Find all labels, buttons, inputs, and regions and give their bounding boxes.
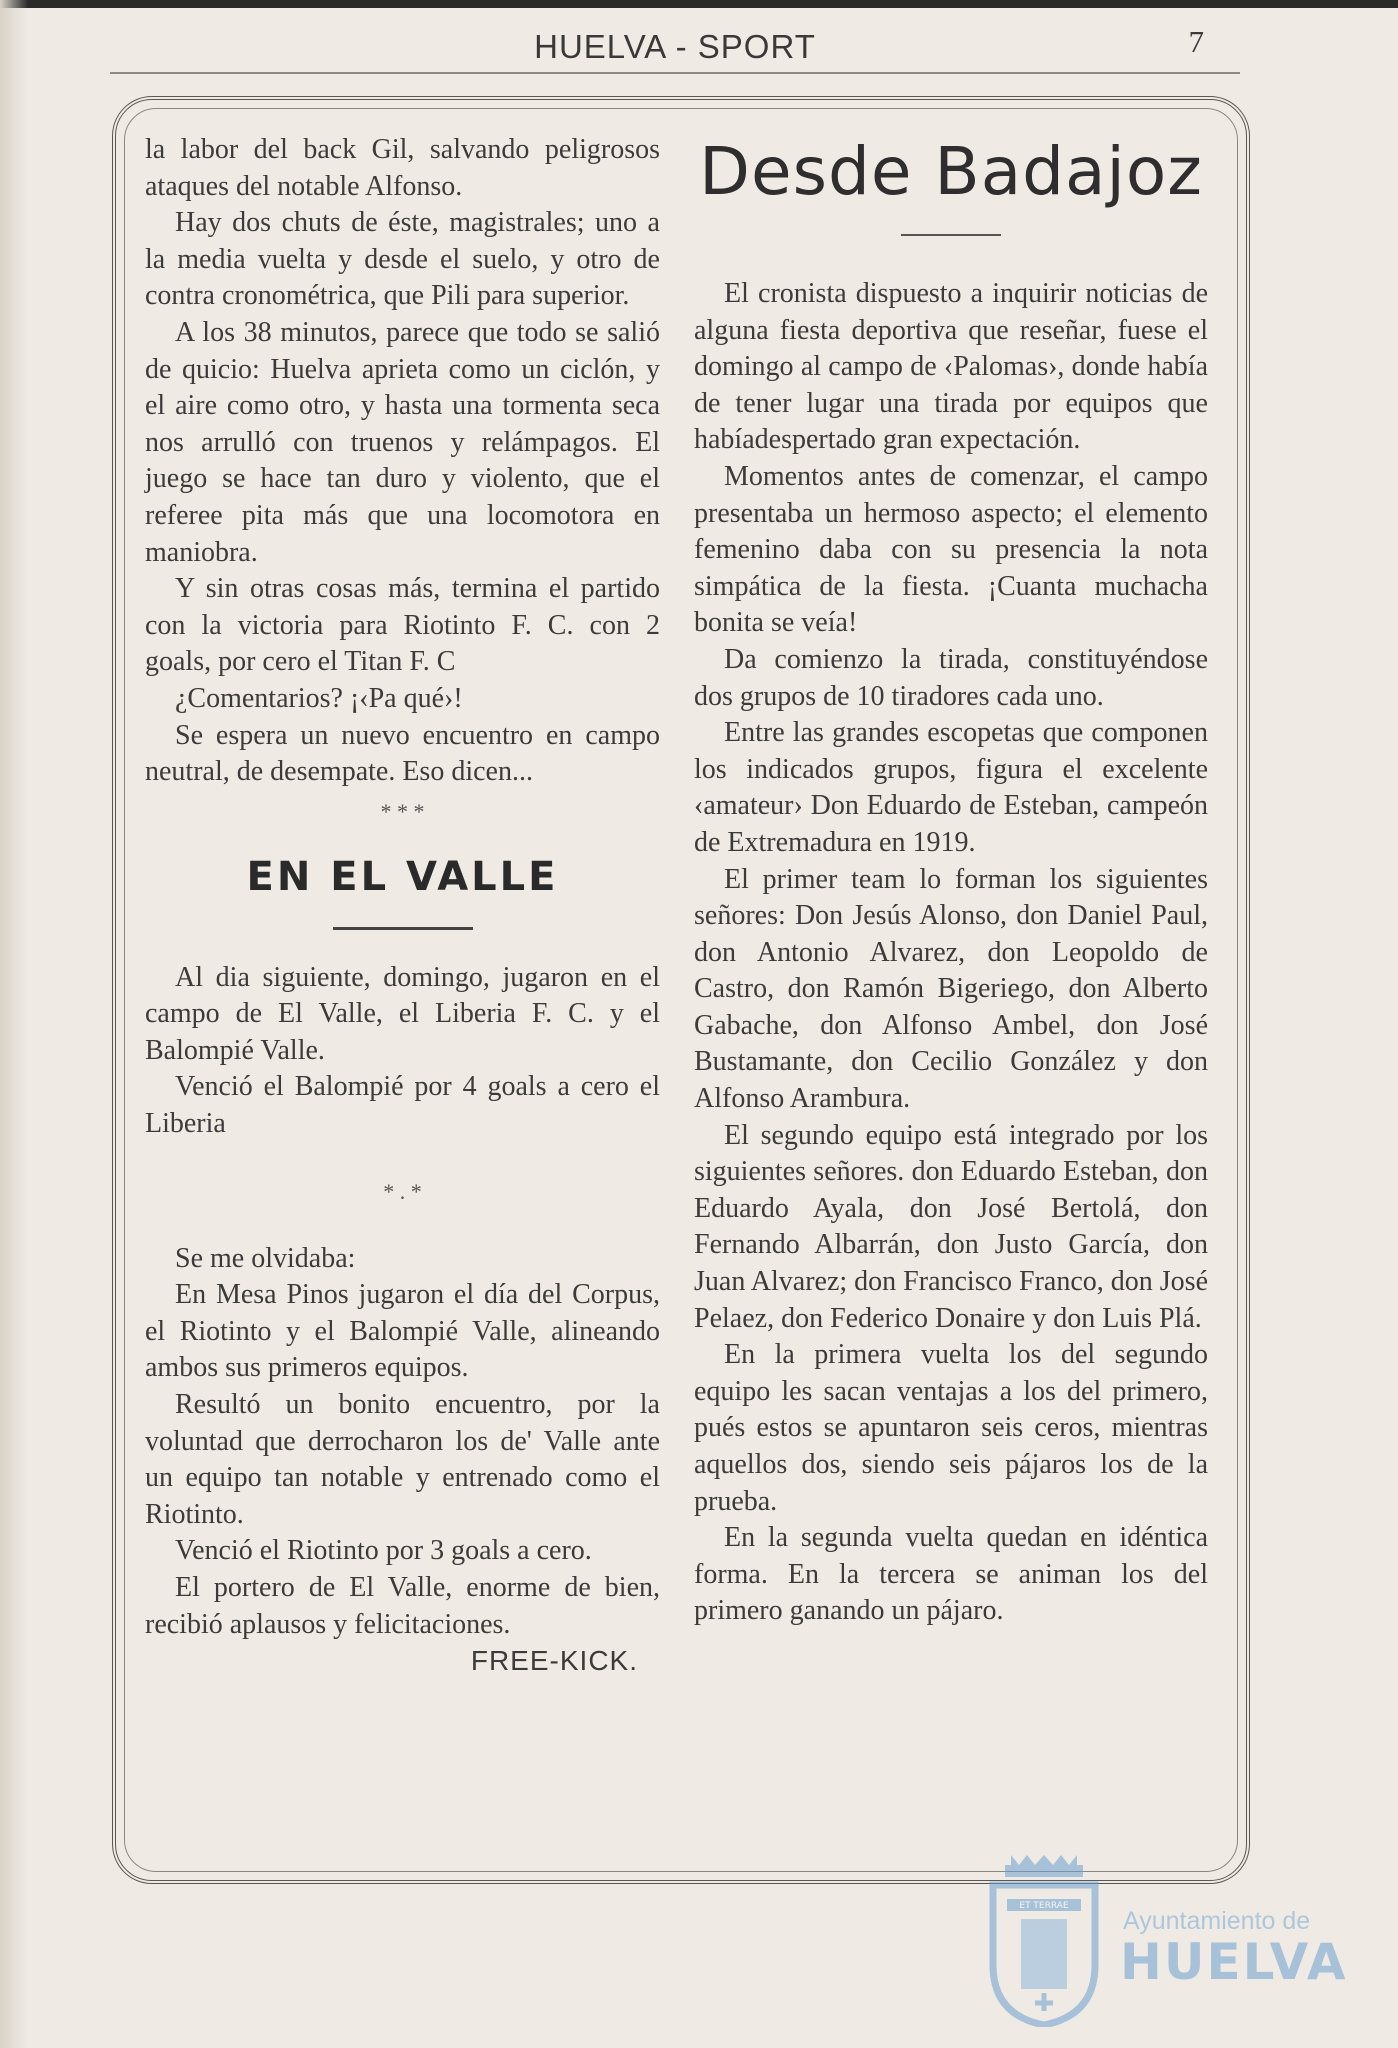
article-paragraph: Se me olvidaba: (175, 1242, 356, 1274)
article-paragraph: Momentos antes de comenzar, el campo presentaba un hermoso aspecto; el elemento femenino daba con su presencia la nota simpática de la fiesta. ¡Cuanta muchacha bonita se veía! (694, 460, 1208, 639)
author-signature: FREE-KICK. (470, 1645, 638, 1677)
article-paragraph: El portero de El Valle, enorme de bien, recibió aplausos y felicitaciones. (145, 1572, 660, 1640)
article-paragraph: la labor del back Gil, salvando peligrosos ataques del notable Alfonso. (145, 134, 660, 202)
watermark-subtitle: Ayuntamiento de (1123, 1907, 1311, 1935)
heading-underline (333, 927, 473, 930)
article-paragraph: Entre las grandes escopetas que componen los indicados grupos, figura el excelente ‹amateur› Don Eduardo de Esteban, campeón de Extremadura en 1919. (694, 717, 1208, 858)
page-header (110, 22, 1240, 74)
scan-top-edge (0, 0, 1398, 8)
article-paragraph: Se espera un nuevo encuentro en campo neutral, de desempate. Eso dicen... (145, 719, 660, 788)
watermark-name: HUELVA (1120, 1933, 1348, 1991)
article-paragraph: Al dia siguiente, domingo, jugaron en el campo de El Valle, el Liberia F. C. y el Balompié Valle. (145, 961, 660, 1066)
section-separator-asterisks: * * * (380, 798, 425, 824)
article-paragraph: El segundo equipo está integrado por los siguientes señores. don Eduardo Esteban, don Eduardo Ayala, don José Bertolá, don Fernando Albarrán, don Justo García, don Juan Alvarez; don Francisco Franco, don José Pelaez, don Federico Donaire y don Luis Plá. (694, 1119, 1208, 1334)
article-paragraph: Hay dos chuts de éste, magistrales; uno a la media vuelta y desde el suelo, y otro de contra cronométrica, que Pili para superior. (145, 207, 660, 312)
article-title: Desde Badajoz (699, 133, 1203, 210)
section-heading: EN EL VALLE (246, 853, 559, 900)
title-underline (901, 234, 1001, 236)
left-column (145, 132, 660, 1680)
article-paragraph: En Mesa Pinos jugaron el día del Corpus, el Riotinto y el Balompié Valle, alineando ambos sus primeros equipos. (145, 1279, 660, 1384)
city-shield-icon (985, 1855, 1103, 2027)
article-paragraph: ¿Comentarios? ¡‹Pa qué›! (175, 682, 463, 714)
article-paragraph: Y sin otras cosas más, termina el partido con la victoria para Riotinto F. C. con 2 goals, por cero el Titan F. C (145, 573, 660, 678)
article-paragraph: En la segunda vuelta quedan en idéntica forma. En la tercera se animan los del primero ganando un pájaro. (694, 1522, 1208, 1627)
section-separator-asterisks: * . * (383, 1178, 422, 1204)
article-paragraph: Resultó un bonito encuentro, por la voluntad que derrocharon los de' Valle ante un equipo tan notable y entrenado como el Riotinto. (145, 1389, 660, 1530)
right-column (694, 128, 1208, 1630)
publication-title: HUELVA - SPORT (534, 28, 816, 65)
article-paragraph: En la primera vuelta los del segundo equipo les sacan ventajas a los del primero, pués estos se apuntaron seis ceros, mientras aquellos dos, siendo seis pájaros los de la prueba. (694, 1339, 1208, 1517)
article-paragraph: Venció el Riotinto por 3 goals a cero. (175, 1535, 592, 1567)
page-gutter-shadow (0, 0, 28, 2048)
article-paragraph: A los 38 minutos, parece que todo se salió de quicio: Huelva aprieta como un ciclón, y el aire como otro, y hasta una tormenta seca nos arrulló con truenos y relámpagos. El juego se hace tan duro y violento, que el referee pita más que una locomotora en maniobra. (145, 316, 660, 568)
article-paragraph: El primer team lo forman los siguientes señores: Don Jesús Alonso, don Daniel Paul, don Antonio Alvarez, don Leopoldo de Castro, don Ramón Bigeriego, don Alberto Gabache, don Alfonso Ambel, don José Bustamante, don Cecilio González y don Alfonso Arambura. (694, 863, 1208, 1115)
article-paragraph: Venció el Balompié por 4 goals a cero el Liberia (145, 1071, 660, 1140)
page-number: 7 (1188, 24, 1204, 59)
article-paragraph: El cronista dispuesto a inquirir noticias de alguna fiesta deportiva que reseñar, fuese el domingo al campo de ‹Palomas›, donde había de tener lugar una tirada por equipos que habíadespertado gran expectación. (694, 278, 1208, 456)
article-paragraph: Da comienzo la tirada, constituyéndose dos grupos de 10 tiradores cada uno. (694, 643, 1208, 712)
shield-motto: ET TERRAE (1019, 1901, 1069, 1911)
archive-watermark (985, 1855, 1348, 2035)
